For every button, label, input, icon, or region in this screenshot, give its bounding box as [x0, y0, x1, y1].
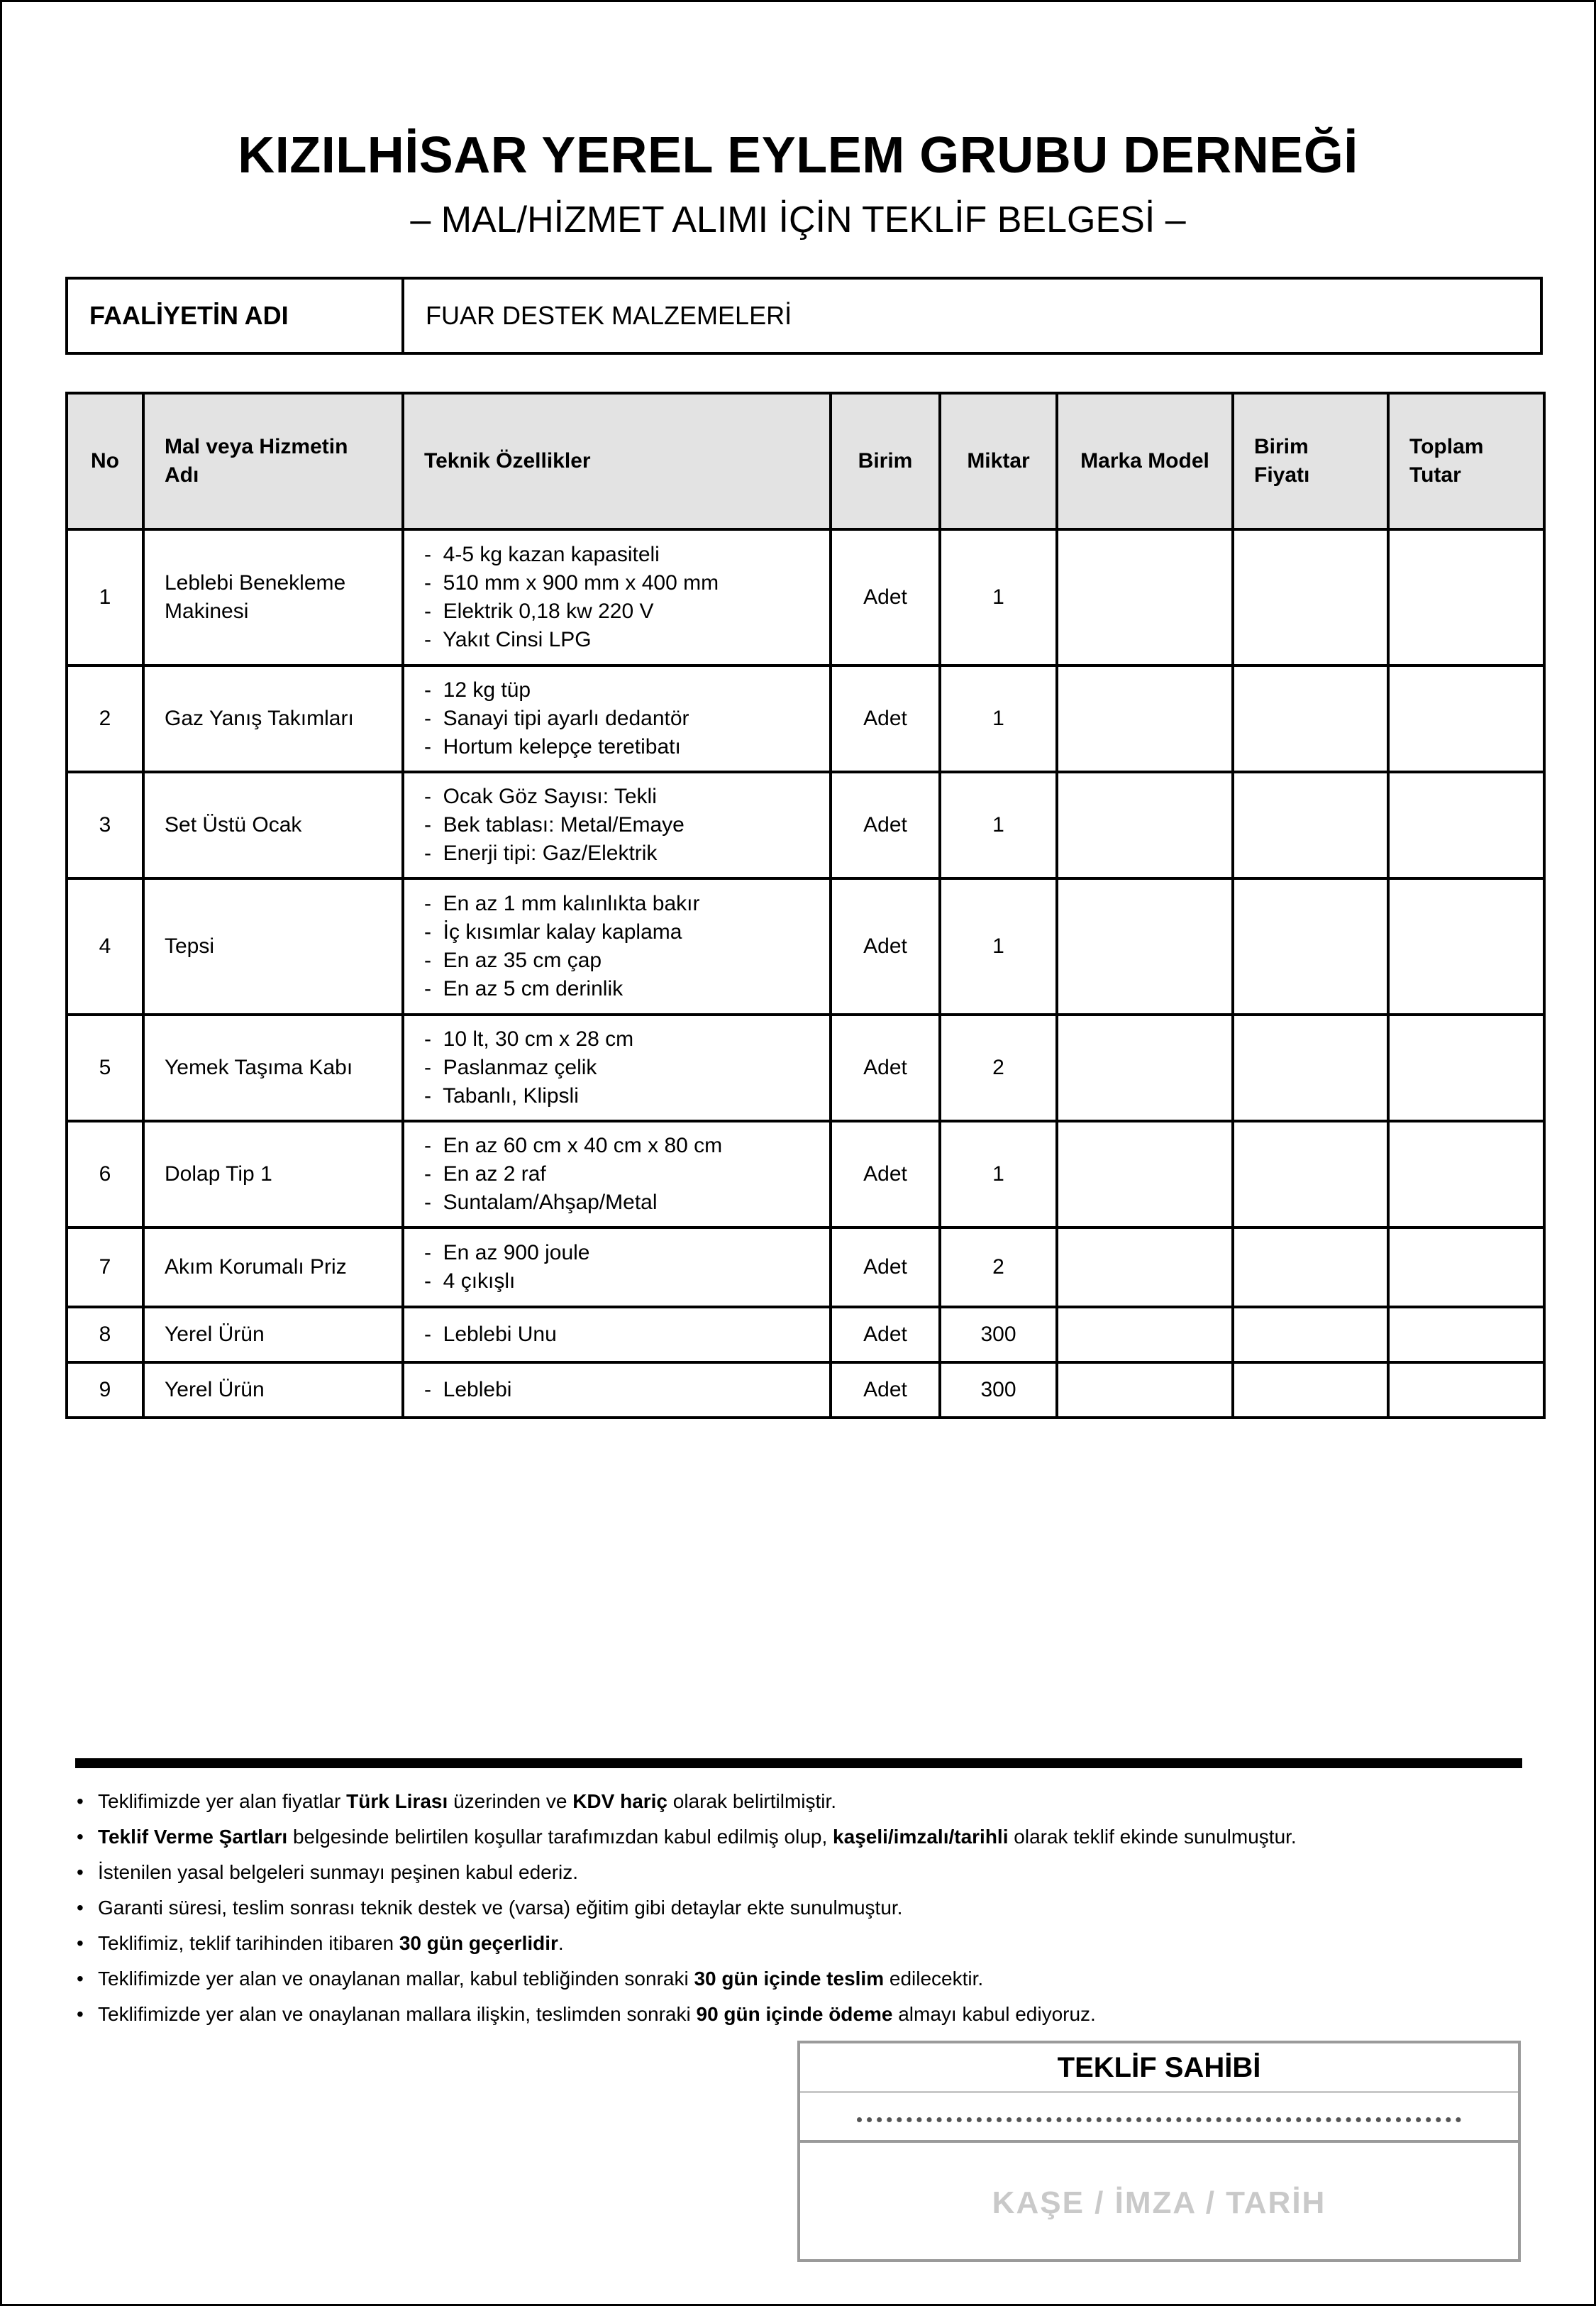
cell-total-empty [1388, 878, 1544, 1015]
cell-specs [403, 1121, 831, 1228]
cell-brand-empty [1057, 1228, 1233, 1307]
cell-qty: 1 [940, 666, 1057, 772]
term-item [77, 1784, 1538, 1819]
cell-brand-empty [1057, 1015, 1233, 1121]
cell-no: 8 [67, 1307, 143, 1362]
cell-no: 3 [67, 772, 143, 878]
cell-no: 1 [67, 529, 143, 666]
col-header-name [143, 393, 403, 529]
stamp-sign-date-label: KAŞE / İMZA / TARİH [992, 2185, 1326, 2220]
term-emphasis: 30 gün geçerlidir [399, 1932, 558, 1954]
cell-brand-empty [1057, 1121, 1233, 1228]
cell-specs [403, 878, 831, 1015]
cell-qty: 1 [940, 1121, 1057, 1228]
term-emphasis: KDV hariç [572, 1790, 668, 1812]
spec-line: - Sanayi tipi ayarlı dedantör [424, 705, 829, 733]
spec-line: - Hortum kelepçe teretibatı [424, 733, 829, 761]
cell-brand-empty [1057, 1362, 1233, 1418]
cell-total-empty [1388, 1228, 1544, 1307]
term-item [77, 1997, 1538, 2032]
item-name-line1: Yerel Ürün [165, 1323, 265, 1346]
item-name-line1: Leblebi Benekleme [165, 571, 346, 595]
cell-total-empty [1388, 1307, 1544, 1362]
item-name-line1: Akım Korumalı Priz [165, 1255, 347, 1279]
term-item [77, 1890, 1538, 1926]
cell-brand-empty [1057, 772, 1233, 878]
cell-no: 9 [67, 1362, 143, 1418]
spec-line: - İç kısımlar kalay kaplama [424, 918, 829, 947]
cell-brand-empty [1057, 529, 1233, 666]
cell-unit-price-empty [1233, 1307, 1388, 1362]
spec-line: - Leblebi [424, 1376, 829, 1404]
cell-specs [403, 1362, 831, 1418]
cell-total-empty [1388, 1015, 1544, 1121]
table-row [67, 772, 1544, 878]
term-item [77, 1961, 1538, 1997]
col-header-total-line2: Tutar [1409, 463, 1461, 487]
col-header-brand: Marka Model [1057, 393, 1233, 529]
cell-qty: 2 [940, 1228, 1057, 1307]
cell-item-name [143, 878, 403, 1015]
col-header-qty: Miktar [940, 393, 1057, 529]
cell-brand-empty [1057, 1307, 1233, 1362]
cell-specs [403, 666, 831, 772]
cell-qty: 300 [940, 1307, 1057, 1362]
table-row [67, 1015, 1544, 1121]
cell-item-name [143, 666, 403, 772]
cell-unit: Adet [831, 772, 940, 878]
cell-qty: 1 [940, 529, 1057, 666]
cell-unit: Adet [831, 1307, 940, 1362]
spec-line: - Enerji tipi: Gaz/Elektrik [424, 839, 829, 868]
table-row [67, 529, 1544, 666]
cell-qty: 1 [940, 772, 1057, 878]
cell-unit-price-empty [1233, 878, 1388, 1015]
spec-line: - En az 2 raf [424, 1160, 829, 1188]
terms-list [77, 1784, 1538, 2032]
col-header-specs: Teknik Özellikler [403, 393, 831, 529]
col-header-unit-price-line1: Birim [1254, 435, 1309, 458]
item-name-line2: Makinesi [165, 600, 249, 623]
term-text: Teklifimizde yer alan ve onaylanan mallar, kabul tebliğinden sonraki [98, 1968, 694, 1990]
cell-unit: Adet [831, 666, 940, 772]
cell-item-name [143, 1121, 403, 1228]
term-text: almayı kabul ediyoruz. [892, 2003, 1096, 2025]
term-text: Teklifimiz, teklif tarihinden itibaren [98, 1932, 399, 1954]
term-text: edilecektir. [884, 1968, 984, 1990]
cell-no: 4 [67, 878, 143, 1015]
cell-qty: 1 [940, 878, 1057, 1015]
spec-line: - En az 1 mm kalınlıkta bakır [424, 890, 829, 918]
activity-value: FUAR DESTEK MALZEMELERİ [426, 301, 792, 330]
term-emphasis: kaşeli/imzalı/tarihli [833, 1826, 1009, 1848]
cell-total-empty [1388, 1362, 1544, 1418]
cell-unit: Adet [831, 1015, 940, 1121]
cell-total-empty [1388, 772, 1544, 878]
term-text: olarak teklif ekinde sunulmuştur. [1008, 1826, 1297, 1848]
term-text: İstenilen yasal belgeleri sunmayı peşinen kabul ederiz. [98, 1861, 579, 1883]
item-name-line1: Yemek Taşıma Kabı [165, 1056, 353, 1079]
spec-line: - 4-5 kg kazan kapasiteli [424, 541, 829, 569]
term-item [77, 1855, 1538, 1890]
table-row [67, 1362, 1544, 1418]
col-header-name-line1: Mal veya Hizmetin [165, 435, 348, 458]
dotted-line [857, 2117, 1461, 2122]
col-header-no: No [67, 393, 143, 529]
spec-line: - En az 900 joule [424, 1239, 829, 1267]
cell-item-name [143, 1362, 403, 1418]
term-text: belgesinde belirtilen koşullar tarafımızdan kabul edilmiş olup, [287, 1826, 833, 1848]
term-emphasis: Teklif Verme Şartları [98, 1826, 288, 1848]
cell-unit-price-empty [1233, 1121, 1388, 1228]
cell-unit: Adet [831, 1362, 940, 1418]
cell-no: 7 [67, 1228, 143, 1307]
cell-item-name [143, 529, 403, 666]
spec-line: - Elektrik 0,18 kw 220 V [424, 597, 829, 626]
term-text: . [558, 1932, 564, 1954]
cell-specs [403, 1228, 831, 1307]
term-text: Teklifimizde yer alan fiyatlar [98, 1790, 347, 1812]
col-header-total [1388, 393, 1544, 529]
cell-qty: 300 [940, 1362, 1057, 1418]
table-row [67, 1228, 1544, 1307]
spec-line: - 4 çıkışlı [424, 1267, 829, 1296]
table-row [67, 1307, 1544, 1362]
item-name-line1: Gaz Yanış Takımları [165, 707, 354, 730]
cell-specs [403, 1307, 831, 1362]
cell-unit-price-empty [1233, 772, 1388, 878]
cell-unit: Adet [831, 1121, 940, 1228]
col-header-unit-price-line2: Fiyatı [1254, 463, 1310, 487]
cell-brand-empty [1057, 878, 1233, 1015]
cell-item-name [143, 772, 403, 878]
cell-item-name [143, 1228, 403, 1307]
spec-line: - 12 kg tüp [424, 676, 829, 705]
term-emphasis: 30 gün içinde teslim [694, 1968, 885, 1990]
spec-line: - Leblebi Unu [424, 1320, 829, 1349]
signature-box [797, 2041, 1521, 2262]
spec-line: - Paslanmaz çelik [424, 1054, 829, 1082]
spec-line: - Suntalam/Ahşap/Metal [424, 1188, 829, 1217]
item-name-line1: Tepsi [165, 934, 215, 958]
term-emphasis: Türk Lirası [346, 1790, 448, 1812]
spec-line: - En az 60 cm x 40 cm x 80 cm [424, 1132, 829, 1160]
term-text: Garanti süresi, teslim sonrası teknik destek ve (varsa) eğitim gibi detaylar ekte sunulmuştur. [98, 1897, 903, 1919]
cell-brand-empty [1057, 666, 1233, 772]
cell-item-name [143, 1015, 403, 1121]
cell-unit: Adet [831, 878, 940, 1015]
cell-unit-price-empty [1233, 1362, 1388, 1418]
activity-label: FAALİYETİN ADI [68, 280, 404, 352]
col-header-total-line1: Toplam [1409, 435, 1484, 458]
term-text: Teklifimizde yer alan ve onaylanan mallara ilişkin, teslimden sonraki [98, 2003, 697, 2025]
signature-name-line [800, 2093, 1518, 2143]
cell-no: 5 [67, 1015, 143, 1121]
table-row [67, 878, 1544, 1015]
spec-line: - En az 5 cm derinlik [424, 975, 829, 1003]
spec-line: - Bek tablası: Metal/Emaye [424, 811, 829, 839]
cell-specs [403, 1015, 831, 1121]
spec-line: - 510 mm x 900 mm x 400 mm [424, 569, 829, 597]
item-name-line1: Set Üstü Ocak [165, 813, 302, 837]
table-row [67, 1121, 1544, 1228]
cell-total-empty [1388, 529, 1544, 666]
cell-unit-price-empty [1233, 1015, 1388, 1121]
organization-title: KIZILHİSAR YEREL EYLEM GRUBU DERNEĞİ [238, 127, 1358, 184]
col-header-name-line2: Adı [165, 463, 199, 487]
spec-line: - Yakıt Cinsi LPG [424, 626, 829, 654]
cell-unit-price-empty [1233, 529, 1388, 666]
cell-no: 2 [67, 666, 143, 772]
col-header-unit: Birim [831, 393, 940, 529]
cell-unit-price-empty [1233, 1228, 1388, 1307]
quote-items-table [65, 392, 1546, 1419]
cell-unit: Adet [831, 1228, 940, 1307]
item-name-line1: Yerel Ürün [165, 1378, 265, 1401]
cell-total-empty [1388, 666, 1544, 772]
cell-specs [403, 529, 831, 666]
spec-line: - 10 lt, 30 cm x 28 cm [424, 1025, 829, 1054]
spec-line: - Tabanlı, Klipsli [424, 1082, 829, 1110]
table-header-row [67, 393, 1544, 529]
cell-qty: 2 [940, 1015, 1057, 1121]
spec-line: - Ocak Göz Sayısı: Tekli [424, 783, 829, 811]
cell-unit: Adet [831, 529, 940, 666]
item-name-line1: Dolap Tip 1 [165, 1162, 272, 1186]
term-text: üzerinden ve [448, 1790, 573, 1812]
document-subtitle: – MAL/HİZMET ALIMI İÇİN TEKLİF BELGESİ – [410, 199, 1186, 241]
cell-total-empty [1388, 1121, 1544, 1228]
table-row [67, 666, 1544, 772]
col-header-unit-price [1233, 393, 1388, 529]
cell-no: 6 [67, 1121, 143, 1228]
cell-item-name [143, 1307, 403, 1362]
section-divider [75, 1758, 1522, 1768]
activity-name-box [65, 277, 1543, 355]
term-text: olarak belirtilmiştir. [667, 1790, 837, 1812]
term-item [77, 1926, 1538, 1961]
term-emphasis: 90 gün içinde ödeme [696, 2003, 893, 2025]
signature-title: TEKLİF SAHİBİ [800, 2043, 1518, 2093]
cell-specs [403, 772, 831, 878]
term-item [77, 1819, 1538, 1855]
cell-unit-price-empty [1233, 666, 1388, 772]
spec-line: - En az 35 cm çap [424, 947, 829, 975]
